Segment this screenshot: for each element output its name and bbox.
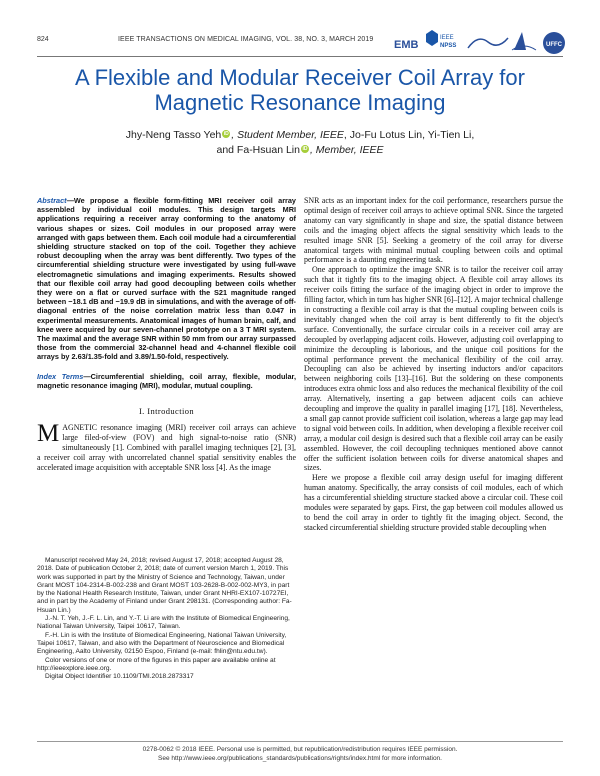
bottom-rule	[37, 741, 563, 742]
running-header	[0, 28, 600, 58]
right-paragraph-1: SNR acts as an important index for the coil performance, researchers pursue the optimal design of receiver coil arrays to achieve optimal SNR. Since the targeted anatomy can vary significantly in shape and size, the spatial distance between coils and the imaging object affects the signal sensitivity which leads to the resulted image SNR [5]. Seeking a geometry of the coil array for diverse anatomical targets with minimal mutual coupling between coils and optimal performance is a daunting engineering task.	[304, 196, 563, 265]
footnote-manuscript: Manuscript received May 24, 2018; revised August 17, 2018; accepted August 28, 2018. Date of publication October 2, 2018; date of current version March 1, 2019. This work was supported in part by the Ministry of Science and Technology, Taiwan, under Grant MOST 104-2314-B-002-238 and Grant MOST 103-2628-B-002-002-MY3, in part by the National Health Research Institute, Taiwan, under Grant NHRI-EX107-10727EI, and in part by the Academy of Finland under Grant 298131. (Corresponding author: Fa-Hsuan Lin.)	[37, 557, 292, 614]
paper-title	[40, 65, 560, 115]
introduction-text: AGNETIC resonance imaging (MRI) receiver coil arrays can achieve large filed-of-view (FOV) and high signal-to-noise ratio (SNR) simultaneously [1]. Combined with parallel imaging techniques [2], [3], a receiver coil array with uncorrelated channel spatial sensitivity enables the accelerated image acquisition with acceptable SNR loss [4]. As the image	[37, 423, 296, 472]
author-2-3: , Jo-Fu Lotus Lin, Yi-Tien Li,	[343, 129, 475, 141]
header-rule	[37, 56, 563, 57]
title-line-1: A Flexible and Modular Receiver Coil Array for	[75, 65, 525, 90]
ieee-diamond-icon	[426, 30, 438, 46]
author-4: and Fa-Hsuan Lin	[216, 144, 300, 156]
right-paragraph-2: One approach to optimize the image SNR is to tailor the receiver coil array such that it tightly fits to the imaging object. A flexible coil array allows its receiver coils fitting the surface of the imaging object in order to improve the filling factor, which in turn has higher SNR [6]–[12]. A major technical challenge in constructing a flexible coil array is that the mutual coupling between coils is inevitably changed when the coil array is bent differently to fit the object's surface. Conventionally, the surface circular coils in a receiver coil array are decoupled by overlapping adjacent coils. However, adjusting coil overlapping to minimize the decoupling is laborious, and the unique coil positions for the optimal performance prevent the mechanical flexibility of the coil array. Decoupling can also be achieved by inserting inductors and/or capacitors between neighboring coils [13]–[16]. But the soldering on these components introduces extra ohmic loss and also reduces the mechanical flexibility of the coil array. Alternatively, inserting a gap between adjacent coils can achieve decoupling and improve the quality in parallel imaging [17], [18]. Nevertheless, a small gap cannot provide sufficient coil isolation, whereas a large gap may lead to signal void between coils. In addition, when developing a flexible receiver coil array, a modular coil design is desired such that a flexible coil array can be easily assembled. However, the coil decoupling techniques mentioned above cannot offer the sufficient isolation between coils for diverse anatomical shapes and sizes.	[304, 265, 563, 473]
ultrasonics-logo	[512, 32, 536, 50]
society-logos	[392, 28, 567, 58]
left-column	[37, 196, 296, 473]
abstract	[37, 196, 296, 362]
footnote-affiliation-2: F.-H. Lin is with the Institute of Biomedical Engineering, National Taiwan University, Taipei 10617, Taiwan, and also with the Department of Neuroscience and Biomedical Engineering, Aalto University, 02150 Espoo, Finland (e-mail: fhlin@ntu.edu.tw).	[37, 631, 287, 656]
author-list	[60, 128, 540, 158]
right-column	[304, 196, 563, 533]
index-terms	[37, 372, 296, 390]
index-terms-text: —Circumferential shielding, coil array, flexible, modular, magnetic resonance imaging (MRI), modular, mutual coupling.	[37, 371, 296, 390]
orcid-icon[interactable]: iD	[302, 146, 308, 152]
author-1-role: , Student Member, IEEE	[231, 129, 344, 141]
copyright-notice	[0, 746, 600, 763]
footnote-color-versions: Color versions of one or more of the figures in this paper are available online at http://ieeexplore.ieee.org.	[37, 656, 276, 672]
footnote-affiliation-1: J.-N. T. Yeh, J.-F. L. Lin, and Y.-T. Li are with the Institute of Biomedical Engineering, National Taiwan University, Taipei 10617, Taiwan.	[37, 615, 290, 631]
ieee-npss-logo	[426, 30, 456, 49]
ieee-logo-text: IEEE	[440, 35, 454, 41]
journal-line: IEEE TRANSACTIONS ON MEDICAL IMAGING, VOL. 38, NO. 3, MARCH 2019	[118, 36, 374, 43]
title-line-2: Magnetic Resonance Imaging	[154, 90, 446, 115]
author-4-role: , Member, IEEE	[309, 144, 384, 156]
copyright-line-1: 0278-0062 © 2018 IEEE. Personal use is permitted, but republication/redistribution requires IEEE permission.	[142, 746, 458, 753]
abstract-text: —We propose a flexible form-fitting MRI receiver coil array assembled by individual coil modules. This design targets MRI applications requiring a receiver array conforming to the anatomy of various shapes or sizes. Coil modules in our proposed array were arranged with gaps between them. Each coil module had a circumferential shielding structure stacked on top of the coil. Together they achieve robust decoupling when the array was bent differently. Two types of the circumferential shielding structure were investigated by using full-wave electromagnetic simulations and imaging experiments. Results showed that our flexible coil array had good decoupling between coils whether they were on a flat or curved surface with the S21 magnitude ranged between −18.1 dB and −19.9 dB in simulations, and with the average of off-diagonal entries of the noise correlation matrix less than 0.047 in experimental measurements. Anatomical images of human brain, calf, and knee were acquired by our seven-channel prototype on a 3 T MRI system. The maximal and the average SNR within 50 mm from our array surpassed those from the commercial 32-channel head and 4-channel flexible coil arrays by 2.63/1.35-fold and 3.89/1.50-fold, respectively.	[37, 196, 296, 362]
uffc-logo	[543, 32, 565, 54]
copyright-line-2: See http://www.ieee.org/publications_standards/publications/rights/index.html for more information.	[158, 754, 442, 762]
section-heading-introduction: I. Introduction	[138, 406, 195, 417]
right-paragraph-3: Here we propose a flexible coil array design useful for imaging different human anatomy. Specifically, the array consists of coil modules, each of which has a circumferential shielding structure stacked above a circular coil. These coil modules were separated by gaps. First, the gap between coil modules allowed us to bend the coil array in order to tightly fit the imaging object. Second, the stacked circumferential shielding structure provided stable decoupling when	[304, 473, 563, 532]
signal-processing-society-logo	[468, 38, 508, 48]
abstract-label: Abstract	[37, 196, 67, 205]
index-terms-label: Index Terms	[37, 371, 84, 381]
footnote-doi: Digital Object Identifier 10.1109/TMI.2018.2873317	[45, 673, 194, 681]
emb-logo	[394, 39, 419, 51]
first-page-footnote	[37, 557, 296, 681]
page-number: 824	[37, 36, 49, 43]
emb-logo-text: EMB	[394, 39, 419, 51]
introduction-paragraph	[37, 420, 296, 473]
triangle-logo-icon	[514, 32, 526, 50]
npss-logo-text: NPSS	[440, 43, 457, 49]
uffc-logo-text: UFFC	[546, 42, 562, 48]
dropcap: M	[37, 420, 60, 448]
author-1: Jhy-Neng Tasso Yeh	[125, 129, 222, 141]
sps-wave-icon	[468, 38, 508, 48]
orcid-icon[interactable]: iD	[223, 131, 229, 137]
